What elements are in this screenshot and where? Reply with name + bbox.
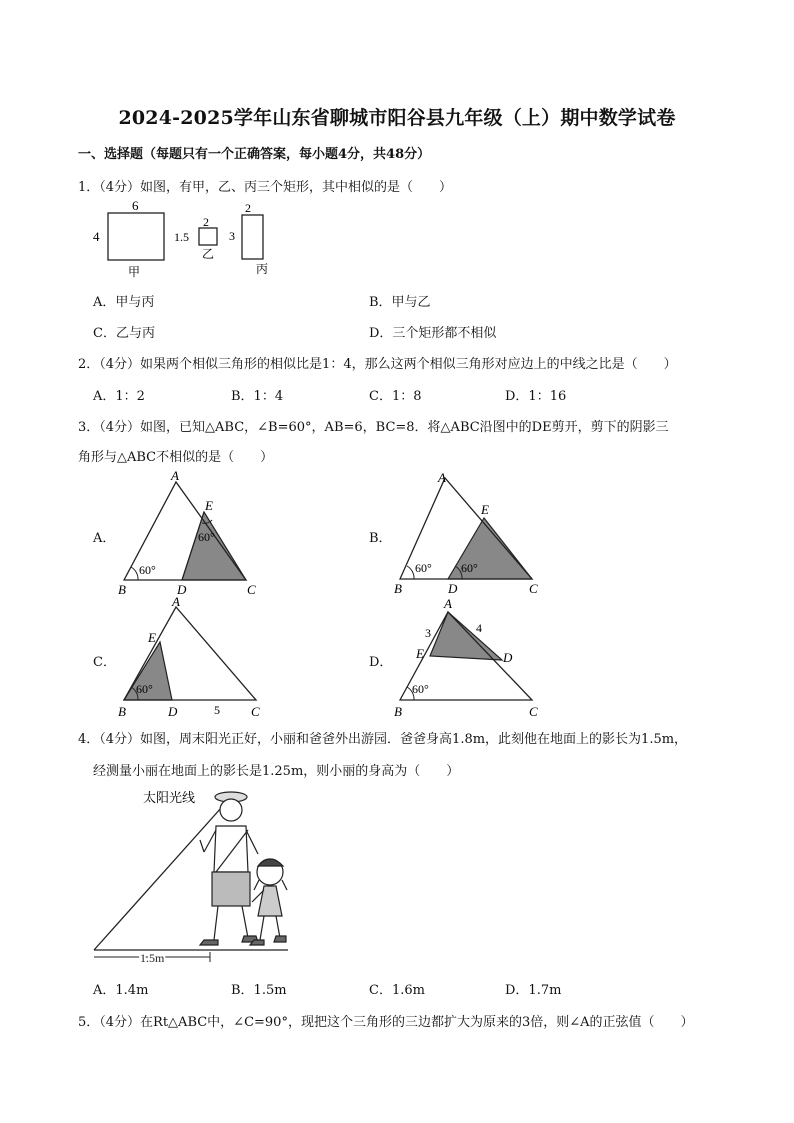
label-yi-top: 2: [203, 215, 209, 229]
question-3-option-d: D．: [369, 655, 393, 670]
page-title: 2024-2025学年山东省聊城市阳谷县九年级（上）期中数学试卷: [118, 107, 676, 129]
angle-label: 60°: [136, 682, 153, 696]
length-label: 5: [214, 703, 220, 717]
question-1-option-d: D．三个矩形都不相似: [369, 326, 497, 341]
length-label: 4: [476, 621, 482, 635]
rect-yi: [199, 228, 217, 245]
vertex-label: E: [416, 646, 424, 661]
vertex-label: B: [394, 581, 402, 596]
vertex-label: C: [529, 581, 538, 596]
question-1-option-c: C．乙与丙: [93, 326, 155, 341]
section-heading: 一、选择题（每题只有一个正确答案，每小题4分，共48分）: [78, 147, 431, 162]
label-jia-top: 6: [132, 198, 139, 213]
vertex-label: E: [481, 502, 489, 517]
question-2-option-c: C．1：8: [369, 389, 422, 404]
question-1-stem: 1．（4分）如图，有甲，乙、丙三个矩形，其中相似的是（ ）: [78, 180, 453, 195]
vertex-label: A: [172, 594, 180, 609]
vertex-label: E: [148, 630, 156, 645]
shadow-label: 1.5m: [140, 951, 165, 965]
vertex-label: C: [529, 704, 538, 719]
label-jia-name: 甲: [128, 265, 141, 278]
question-1-option-a: A．甲与丙: [93, 295, 155, 310]
question-3-option-a: A．: [93, 531, 116, 546]
vertex-label: A: [171, 468, 179, 483]
label-yi-left: 1.5: [174, 230, 189, 244]
question-3-option-c: C．: [93, 655, 116, 670]
angle-label: 60°: [139, 563, 156, 577]
question-4-stem-line1: 4．（4分）如图，周末阳光正好，小丽和爸爸外出游园．爸爸身高1.8m，此刻他在地面上的影长为1.5m，: [78, 732, 688, 747]
girl-illustration: [250, 858, 287, 945]
vertex-label: E: [205, 498, 213, 513]
angle-label: 60°: [412, 682, 429, 696]
father-illustration: [200, 792, 258, 945]
question-4-figure: [88, 780, 298, 974]
label-bing-top: 2: [245, 201, 251, 215]
vertex-label: A: [444, 596, 452, 611]
question-2-option-b: B．1：4: [231, 389, 284, 404]
question-3-stem-line1: 3．（4分）如图，已知△ABC，∠B=60°，AB=6，BC=8．将△ABC沿图中的DE剪开，剪下的阴影三: [78, 420, 669, 435]
vertex-label: B: [394, 704, 402, 719]
angle-label: 60°: [461, 561, 478, 575]
question-2-option-a: A．1：2: [93, 389, 145, 404]
question-3-figure-a: [114, 468, 274, 602]
question-1-option-b: B．甲与乙: [369, 295, 431, 310]
rect-jia: [108, 213, 164, 260]
vertex-label: D: [503, 650, 513, 665]
label-bing-name: 丙: [256, 262, 269, 276]
sunlight-label: 太阳光线: [143, 790, 196, 805]
question-1-figure: [88, 198, 288, 282]
vertex-label: A: [438, 470, 446, 485]
question-4-option-c: C．1.6m: [369, 983, 425, 998]
question-3-stem-line2: 角形与△ABC不相似的是（ ）: [78, 450, 274, 465]
vertex-label: D: [177, 582, 187, 597]
angle-label: 60°: [415, 561, 432, 575]
vertex-label: C: [247, 582, 256, 597]
question-3-figure-c: [114, 592, 274, 726]
label-bing-left: 3: [229, 229, 235, 243]
question-4-option-b: B．1.5m: [231, 983, 287, 998]
question-3-figure-d: [390, 592, 550, 726]
angle-label: 60°: [198, 530, 215, 544]
vertex-label: B: [118, 704, 126, 719]
question-2-option-d: D．1：16: [505, 389, 567, 404]
question-5-stem: 5．（4分）在Rt△ABC中，∠C=90°，现把这个三角形的三边都扩大为原来的3倍，则∠A的正弦值（ ）: [78, 1015, 694, 1030]
label-jia-left: 4: [93, 229, 100, 244]
rect-bing: [242, 215, 263, 259]
question-4-option-d: D．1.7m: [505, 983, 562, 998]
question-4-option-a: A．1.4m: [93, 983, 149, 998]
vertex-label: B: [118, 582, 126, 597]
vertex-label: D: [448, 581, 458, 596]
question-3-option-b: B．: [369, 531, 392, 546]
vertex-label: D: [168, 704, 178, 719]
vertex-label: C: [251, 704, 260, 719]
length-label: 3: [425, 626, 431, 640]
question-4-stem-line2: 经测量小丽在地面上的影长是1.25m，则小丽的身高为（ ）: [93, 764, 460, 779]
question-3-figure-b: [390, 468, 550, 602]
question-2-stem: 2．（4分）如果两个相似三角形的相似比是1：4，那么这两个相似三角形对应边上的中线之比是（ ）: [78, 357, 677, 372]
label-yi-name: 乙: [202, 247, 215, 261]
sun-ray-line: [94, 798, 230, 950]
